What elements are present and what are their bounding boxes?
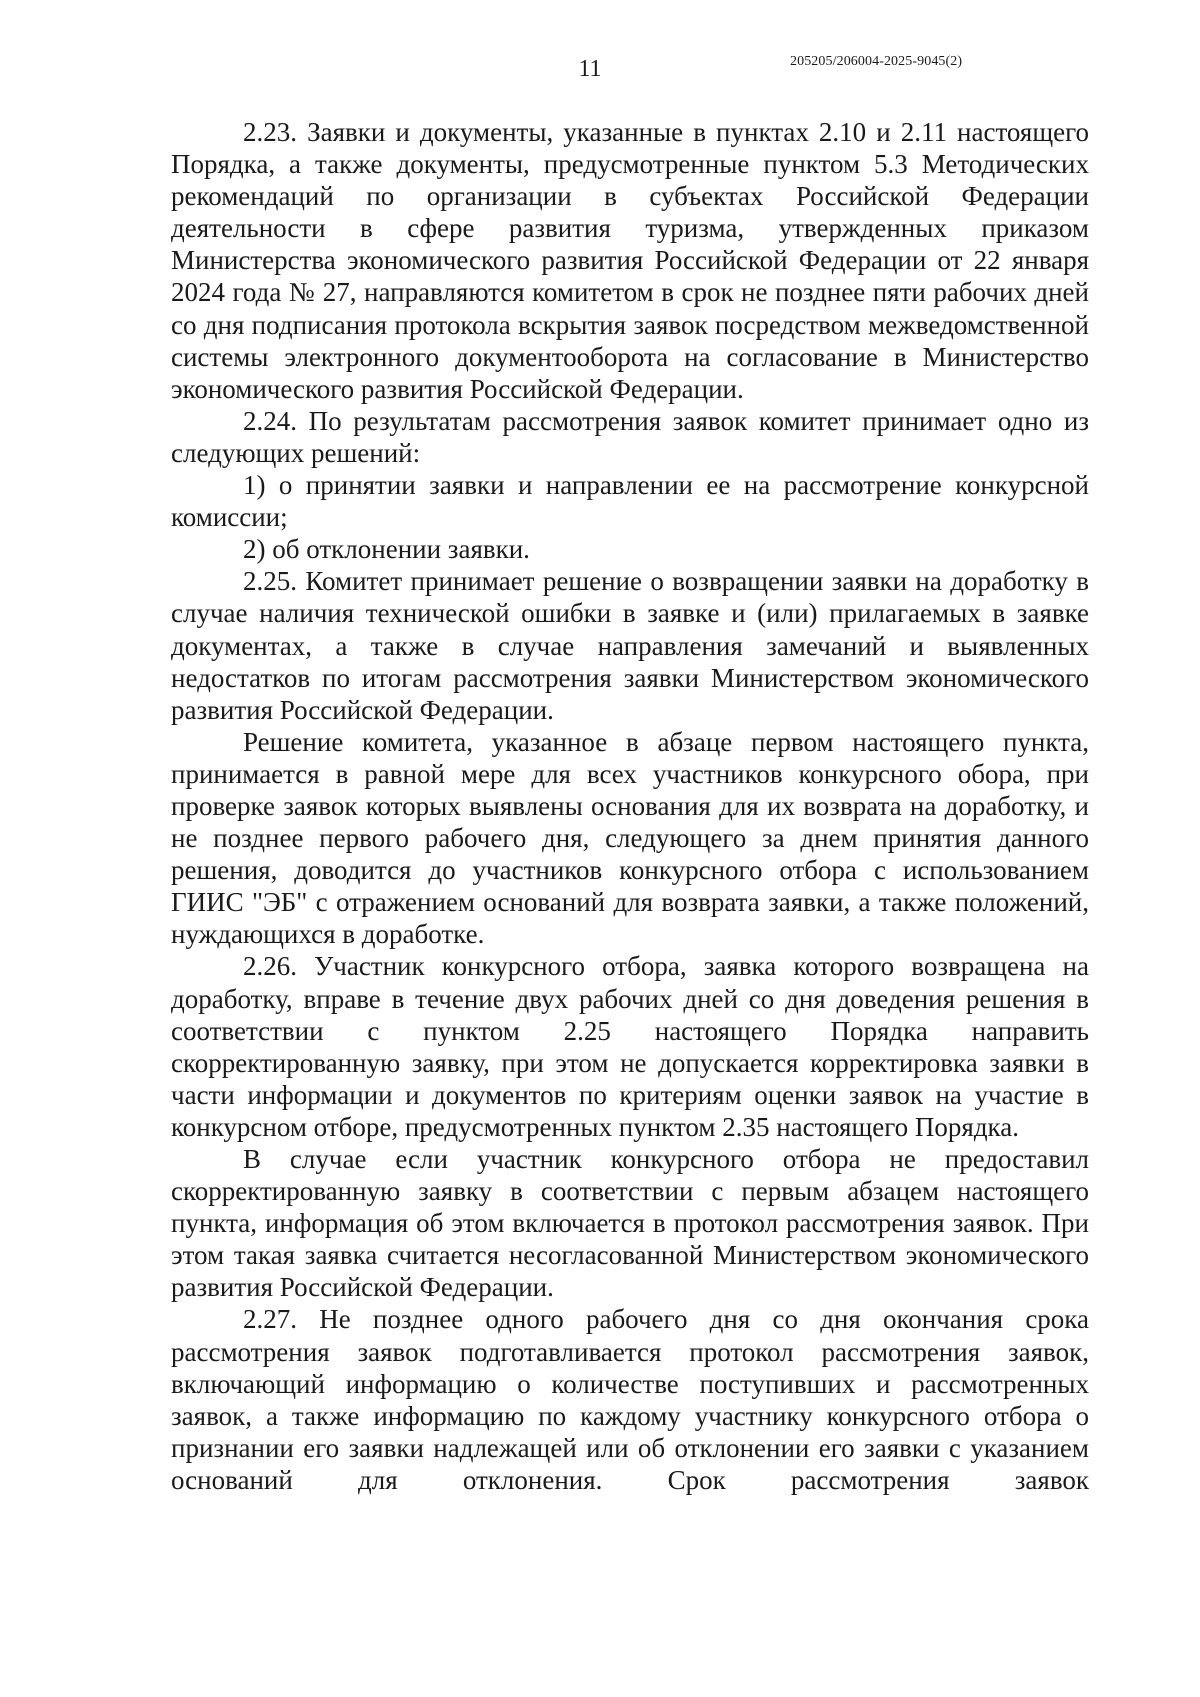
paragraph-2-26: 2.26. Участник конкурсного отбора, заявка которого возвращена на доработку, вправе в течение двух рабочих дней со дня доведения решения в соответствии с пунктом 2.25 настоящего Порядка направить скорректированную заявку, при этом не допускается корректировка заявки в части информации и документов по критериям оценки заявок на участие в конкурсном отборе, предусмотренных пунктом 2.35 настоящего Порядка.	[171, 951, 1089, 1142]
paragraph-2-27: 2.27. Не позднее одного рабочего дня со дня окончания срока рассмотрения заявок подготавливается протокол рассмотрения заявок, включающий информацию о количестве поступивших и рассмотренных заявок, а также информацию по каждому участнику конкурсного отбора о признании его заявки надлежащей или об отклонении его заявки с указанием оснований для отклонения. Срок рассмотрения заявок	[171, 1304, 1089, 1495]
document-id: 205205/206004-2025-9045(2)	[790, 54, 963, 69]
paragraph-2-26-second: В случае если участник конкурсного отбора не предоставил скорректированную заявку в соответствии с первым абзацем настоящего пункта, информация об этом включается в протокол рассмотрения заявок. При этом такая заявка считается несогласованной Министерством экономического развития Российской Федерации.	[171, 1144, 1089, 1303]
paragraph-2-24: 2.24. По результатам рассмотрения заявок комитет принимает одно из следующих решений:	[171, 405, 1089, 468]
document-body	[171, 116, 1089, 1496]
paragraph-2-25: 2.25. Комитет принимает решение о возвращении заявки на доработку в случае наличия технической ошибки в заявке и (или) прилагаемых в заявке документах, а также в случае направления замечаний и выявленных недостатков по итогам рассмотрения заявки Министерством экономического развития Российской Федерации.	[171, 566, 1089, 725]
list-item-1: 1) о принятии заявки и направлении ее на рассмотрение конкурсной комиссии;	[171, 470, 1089, 533]
page-number: 11	[578, 56, 602, 82]
paragraph-2-23: 2.23. Заявки и документы, указанные в пунктах 2.10 и 2.11 настоящего Порядка, а также документы, предусмотренные пунктом 5.3 Методических рекомендаций по организации в субъектах Российской Федерации деятельности в сфере развития туризма, утвержденных приказом Министерства экономического развития Российской Федерации от 22 января 2024 года № 27, направляются комитетом в срок не позднее пяти рабочих дней со дня подписания протокола вскрытия заявок посредством межведомственной системы электронного документооборота на согласование в Министерство экономического развития Российской Федерации.	[171, 117, 1089, 404]
list-item-2: 2) об отклонении заявки.	[243, 534, 530, 565]
paragraph-2-25-second: Решение комитета, указанное в абзаце первом настоящего пункта, принимается в равной мере для всех участников конкурсного обора, при проверке заявок которых выявлены основания для их возврата на доработку, и не позднее первого рабочего дня, следующего за днем принятия данного решения, доводится до участников конкурсного отбора с использованием ГИИС "ЭБ" с отражением оснований для возврата заявки, а также положений, нуждающихся в доработке.	[171, 726, 1089, 950]
